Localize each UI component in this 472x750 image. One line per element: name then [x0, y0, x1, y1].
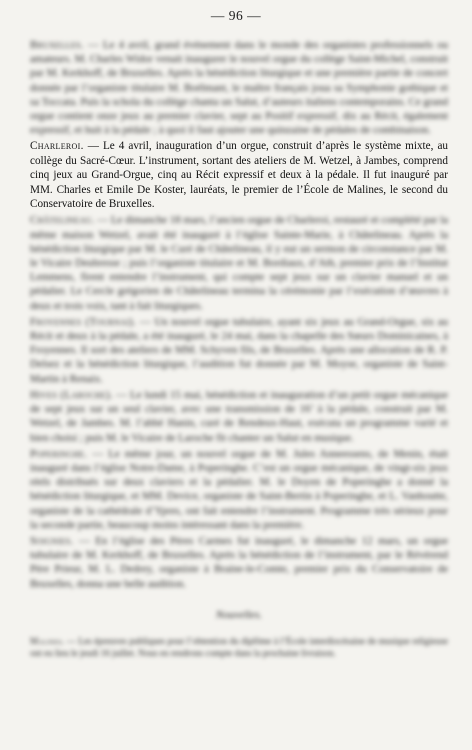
paragraph-text: — Le 4 avril, grand événement dans le monde des organistes professionnels ou amateurs. M. Charles Widor venait inaugurer le nouvel orgue du collège Saint-Michel, construit par M. Kerkhoff, de Bruxelles. Après la bénédiction liturgique et une première partie de concert donnée par l’organiste titulaire M. Boélmant, le maître français joua sa Symphonie gothique et sa Toccata. Puis la schola du collège chanta un Salut, d’auteurs italiens contemporains. Ce grand orgue contient onze jeux au premier clavier, sept au Positif expressif, dix au Récit, également expressif, et huit à la pédale ; à quoi il faut ajouter une quinzaine de pédales de combinaison.	[30, 39, 449, 137]
paragraph-charleroi	[30, 139, 448, 211]
page-number: — 96 —	[210, 8, 262, 23]
place-name: Malines.	[30, 635, 65, 646]
place-name: Hives (Laroche).	[30, 388, 113, 401]
paragraph-text: — En l’église des Pères Carmes fut inauguré, le dimanche 12 mars, un orgue tubulaire de M. Kerkhoff, de Bruxelles. Après la bénédiction de l’instrument, par le Révérend Père Prieur, M. L. Dedrey, organiste à Braine-le-Comte, premier prix du Conservatoire de Bruxelles, donna une belle audition.	[30, 534, 448, 590]
place-name: Froyennes (Tournai).	[30, 315, 137, 328]
place-name: Charleroi.	[30, 140, 84, 153]
paragraph-text: — Le même jour, un nouvel orgue de M. Jules Anneessens, de Menin, était inauguré dans l’église Notre-Dame, à Poperinghe. C’est un orgue mécanique, de vingt-six jeux réels distribués sur deux claviers et la pédalier. M. le Doyen de Poperinghe a donné la bénédiction liturgique, et MM. Device, organiste de Saint-Bertin à Poperinghe, et L. Vanhoutte, organiste de la cathédrale d’Ypres, ont fait entendre l’instrument. Programme très sérieux pour la seconde partie, beaucoup moins intéressant dans la première.	[30, 447, 448, 531]
place-name: Bruxelles.	[30, 39, 84, 51]
paragraph-bruxelles	[30, 38, 448, 137]
page-body	[30, 38, 448, 659]
paragraph-hives	[30, 388, 448, 445]
paragraph-chatelineau	[30, 213, 448, 312]
place-name: Châtelineau.	[30, 214, 95, 227]
section-heading: Nouvelles.	[215, 608, 263, 621]
paragraph-text: — Le 4 avril, inauguration d’un orgue, construit d’après le système mixte, au collège du Sacré-Cœur. L’instrument, sortant des ateliers de M. Wetzel, à Jambes, comprend cinq jeux au Grand-Orgue, cinq au Récit expressif et deux à la pédale. Il fut inauguré par MM. Charles et Emile De Koster, lauréats, le premier de l’École de Malines, le second du Conservatoire de Bruxelles.	[30, 140, 449, 211]
paragraph-text: — Le dimanche 18 mars, l’ancien orgue de Charleroi, restauré et complété par la même maison Wetzel, avait été inauguré à l’église Sainte-Marie, à Châtelineau. Après la bénédiction liturgique par M. le Curé de Châtelineau, il y eut un sermon de circonstance par M. le Vicaire Deubresse ; puis l’organiste titulaire et M. Bordiaux, d’Ath, premier prix de l’Institut Lemmens, firent entendre l’instrument, qui compte sept jeux sur un clavier manuel et un pédalier. Le Cercle grégorien de Châtelineau termina la cérémonie par l’exécution d’œuvres à deux et trois voix, tant à fait liturgiques.	[30, 214, 449, 312]
place-name: Poperinghe.	[30, 447, 88, 460]
paragraph-text: — Les épreuves publiques pour l’obtention du diplôme à l’École interdiocésaine de musique religieuse ont eu lieu le jeudi 16 juillet. Nous en rendrons compte dans la prochaine livraison.	[30, 635, 448, 658]
paragraph-text: — Le lundi 15 mai, bénédiction et inauguration d’un petit orgue mécanique de sept jeux sur un seul clavier, avec une transmission de 16’ à la pédale, construit par M. Wetzel, de Jambes. M. l’abbé Hanin, curé de Rendeux-Haut, exécuta un programme varié et bien choisi ; puis M. le Vicaire de Laroche fit chanter un Salut en musique.	[30, 388, 449, 444]
note-malines	[30, 635, 448, 659]
paragraph-soignies	[30, 534, 448, 591]
paragraph-text: — Un nouvel orgue tubulaire, ayant six jeux au Grand-Orgue, six au Récit et deux à la pédale, a été inauguré, le 24 mai, dans la chapelle des Sœurs Dominicaines, à Froyennes. Il sort des ateliers de MM. Schyven fils, de Bruxelles. Après une allocution de R. P. Delsez et la bénédiction liturgique, l’audition fut donnée par M. Moyse, organiste de Saint-Martin à Renaix.	[30, 315, 448, 385]
paragraph-froyennes	[30, 315, 448, 386]
place-name: Soignies.	[30, 534, 74, 547]
paragraph-poperinghe	[30, 447, 448, 532]
